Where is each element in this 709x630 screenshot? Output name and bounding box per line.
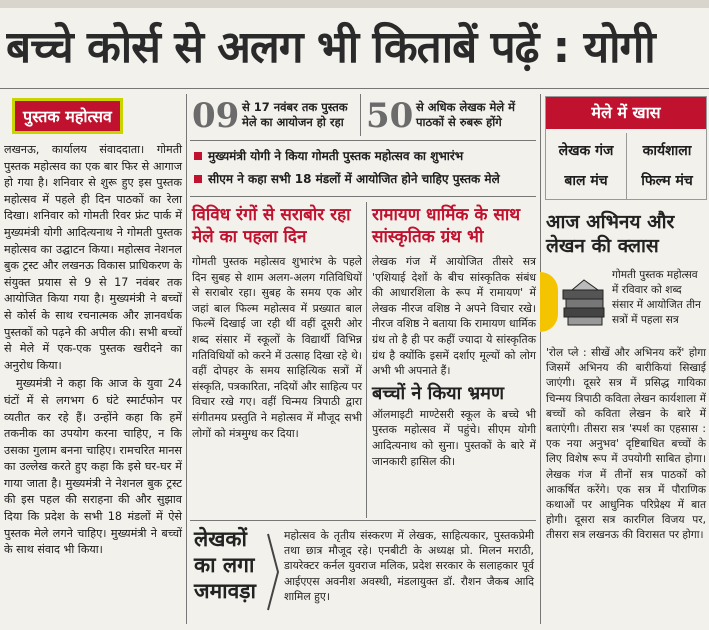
story-title: विविध रंगों से सराबोर रहा मेले का पहला दिन (192, 205, 351, 247)
lead-paragraph-1: लखनऊ, कार्यालय संवाददाता। गोमती पुस्तक महोत्सव का एक बार फिर से आगाज हो गया है। शनिवार से शुरू हुए इस पुस्तक महोत्सव में पहले ही दिन पाठकों का रेला दिखा। शनिवार को गोमती रिवर फ्रंट पार्क में मुख्यमंत्री योगी आदित्यनाथ ने गोमती पुस्तक महोत्सव का उद्घाटन किया। महोत्सव नेशनल बुक ट्रस्ट और लखनऊ विकास प्राधिकरण के संयुक्त प्रयास से 9 से 17 नवंबर तक आयोजित किया गया है। मुख्यमंत्री ने बच्चों से कोर्स के साथ रचनात्मक और ज्ञानवर्धक पुस्तकों को पढ़ने की अपील की। सभी बच्चों से मेले में एक-एक पुस्तक खरीदने का अनुरोध किया। (4, 143, 182, 372)
highlight-item: सीएम ने कहा सभी 18 मंडलों में आयोजित होने चाहिए पुस्तक मेले (194, 171, 536, 187)
story-first-day (192, 204, 362, 441)
rule-col-right (540, 94, 541, 624)
story-title: रामायण धार्मिक के साथ सांस्कृतिक ग्रंथ भी (372, 205, 521, 247)
bullet-icon (194, 152, 202, 160)
box-cell: कार्यशाला (642, 143, 692, 159)
stat-block-1 (192, 96, 357, 138)
books-icon (560, 274, 608, 330)
bottom-body: महोत्सव के तृतीय संस्करण में लेखक, साहित्यकार, पुस्तकप्रेमी तथा छात्र मौजूद रहे। एनबीटी के अध्यक्ष प्रो. मिलन मराठी, डायरेक्टर कर्नल युवराज मलिक, प्रदेश सरकार के सलाहकार पूर्व आईएएस अवनीश अवस्थी, मंडलायुक्त डॉ. रौशन जैकब आदि शामिल हुए। (284, 529, 534, 603)
accent-shape (540, 272, 558, 332)
lead-story (4, 98, 182, 628)
stat-text: से अधिक लेखक मेले में पाठकों से रुबरू होंगे (416, 100, 516, 129)
lead-paragraph-2: मुख्यमंत्री ने कहा कि आज के युवा 24 घंटों में से लगभग 6 घंटे स्मार्टफोन पर व्यतीत कर रहे हैं। उन्होंने कहा कि हमें तकनीक का उपयोग करना चाहिए, न कि उसका गुलाम बनना चाहिए। रामचरित मानस का उल्लेख करते हुए कहा कि इसे घर-घर में गाया जाता है। मुख्यमंत्री ने नेशनल बुक ट्रस्ट की इस पहल की सराहना की और सुझाव दिया कि प्रदेश के सभी 18 मंडलों में ऐसे पुस्तक मेले लगने चाहिए। मुख्यमंत्री ने बच्चों के साथ संवाद भी किया। (4, 377, 182, 557)
fair-special-box (545, 96, 707, 200)
highlight-item: मुख्यमंत्री योगी ने किया गोमती पुस्तक महोत्सव का शुभारंभ (194, 148, 536, 164)
bullet-icon (194, 175, 202, 183)
substory-body: ऑलमाइटी माण्टेसरी स्कूल के बच्चे भी पुस्तक महोत्सव में पहुंचे। सीएम योगी आदित्यनाथ को सुना। पुस्तकों के बारे में जानकारी हासिल की। (372, 407, 536, 468)
stat-text: से 17 नवंबर तक पुस्तक मेले का आयोजन हो रहा (242, 100, 348, 129)
section-kicker: पुस्तक महोत्सव (12, 98, 123, 134)
box-title: मेले में खास (546, 97, 706, 129)
box-cell: लेखक गंज (558, 143, 614, 159)
story-lead: गोमती पुस्तक महोत्सव में रविवार को शब्द संसार में आयोजित तीन सत्रों में पहला सत्र (612, 269, 701, 326)
writers-gathering (190, 524, 536, 624)
story-title: आज अभिनय और लेखन की क्लास (546, 211, 675, 257)
story-body: लेखक गंज में आयोजित तीसरे सत्र 'एशियाई देशों के बीच सांस्कृतिक संबंध की आधारशिला के रूप में रामायण' में लेखक नीरज वशिष्ठ ने अपने विचार रखे। नीरज वशिष्ठ ने बताया कि रामायण धार्मिक ग्रंथ तो है ही पर कहीं ज्यादा ये सांस्कृतिक ग्रंथ है क्योंकि इसमें दर्शाए मूल्यों को लोग अभी भी अपनाते हैं। (372, 255, 536, 378)
page-headline: बच्चे कोर्स से अलग भी किताबें पढ़ें : योगी (6, 22, 655, 73)
story-ramayan (372, 204, 536, 469)
story-body: गोमती पुस्तक महोत्सव शुभारंभ के पहले दिन सुबह से शाम अलग-अलग गतिविधियों से सराबोर रहा। सुबह के समय एक ओर जहां बाल फिल्म महोत्सव में प्रख्यात बाल फिल्में दिखाई जा रही थीं वहीं दूसरी ओर शब्द संसार में स्कूलों के विद्यार्थी विभिन्न गतिविधियों को करने में उत्साह दिखा रहे थे। वहीं दोपहर के समय साहित्यिक सत्रों में संस्कृति, पत्रकारिता, नदियों और साहित्य पर विचार रखे गए। वहीं चिन्मय त्रिपाठी द्वारा संगीतमय प्रस्तुति ने महोत्सव में मौजूद सभी लोगों को मंत्रमुग्ध कर दिया। (192, 255, 362, 440)
rule-under-bullets (190, 196, 536, 197)
substory-title: बच्चों ने किया भ्रमण (372, 382, 504, 404)
rule-under-headline (0, 88, 709, 89)
highlights (194, 148, 536, 187)
chevron-right-icon (266, 532, 280, 612)
box-cell: फिल्म मंच (641, 173, 693, 189)
stat-number: 09 (192, 96, 240, 136)
rule-col1 (186, 94, 187, 624)
story-workshop (546, 210, 706, 626)
story-body: 'रोल प्ले : सीखें और अभिनय करें' होगा जिसमें अभिनय की बारीकियां सिखाई जाएंगी। दूसरे सत्र में प्रसिद्ध गायिका चिन्मय त्रिपाठी कविता लेखन कार्यशाला में बच्चों को कविता लेखन के बारे में बताएंगी। तीसरा सत्र 'स्पर्श का एहसास : एक नया अनुभव' दृष्टिबाधित बच्चों के लिए विशेष रूप में उपयोगी साबित होगा। लेखक गंज में तीनों सत्र पाठकों को आकर्षित करेंगे। एक सत्र में पौराणिक कथाओं पर आधुनिक परिप्रेक्ष्य में बात होगी। दूसरा सत्र कारगिल विजय पर, तीसरा सत्र लखनऊ की विरासत पर होगा। (546, 347, 706, 542)
lead-story-body (4, 142, 182, 559)
rule-stats-mid (360, 94, 361, 136)
bottom-title: लेखकों का लगा जमावड़ा (194, 527, 256, 603)
box-cell: बाल मंच (564, 173, 608, 189)
rule-story-split (366, 202, 367, 518)
rule-under-stats (190, 140, 536, 141)
box-divider (626, 133, 627, 199)
rule-above-bottom (190, 520, 536, 521)
stat-block-2 (364, 96, 536, 138)
stat-number: 50 (366, 96, 414, 136)
top-border (0, 0, 709, 8)
